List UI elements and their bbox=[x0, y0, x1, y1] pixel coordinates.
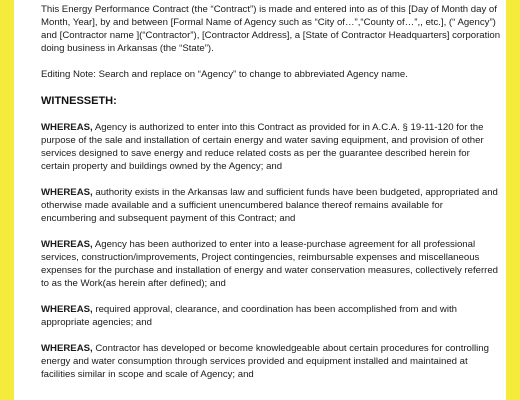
whereas-text: required approval, clearance, and coordination has been accomplished from and with appropriate agencies; and bbox=[41, 304, 457, 328]
whereas-label: WHEREAS, bbox=[41, 304, 93, 315]
whereas-label: WHEREAS, bbox=[41, 239, 93, 250]
intro-paragraph: This Energy Performance Contract (the “Contract”) is made and entered into as of this [Day of Month day of Month, Year], by and between [Formal Name of Agency such as “City of…”,“County of…”,, etc.], (“ Agency”) and [Contractor name ](“Contractor”), [Contractor Address], a [State of Contractor Headquarters] corporation doing business in Arkansas (the “State”). bbox=[41, 4, 501, 54]
whereas-text: authority exists in the Arkansas law and sufficient funds have been budgeted, appropriated and otherwise made available and a sufficient unencumbered balance thereof remains available for encumbering and subsequent payment of this Contract; and bbox=[41, 187, 498, 224]
editing-note: Editing Note: Search and replace on “Agency” to change to abbreviated Agency name. bbox=[41, 69, 408, 80]
document-page bbox=[14, 0, 506, 400]
whereas-clause bbox=[41, 342, 501, 381]
whereas-text: Agency is authorized to enter into this Contract as provided for in A.C.A. § 19-11-120 for the purpose of the sale and installation of certain energy and water saving equipment, and provision of other services designed to save energy and reduce related costs as per the guarantee described herein for certain property and buildings owned by the Agency; and bbox=[41, 122, 484, 172]
whereas-label: WHEREAS, bbox=[41, 122, 93, 133]
whereas-label: WHEREAS, bbox=[41, 187, 93, 198]
whereas-text: Agency has been authorized to enter into a lease-purchase agreement for all professional services, construction/improvements, Project contingencies, reimbursable expenses and miscellaneous expenses for the purchase and installation of energy and water conservation measures, collectively referred to as the Work(as herein after defined); and bbox=[41, 239, 499, 289]
whereas-clause bbox=[41, 186, 501, 225]
whereas-clause bbox=[41, 303, 501, 329]
whereas-clause bbox=[41, 238, 501, 290]
witnesseth-heading: WITNESSETH: bbox=[41, 95, 117, 107]
whereas-clause bbox=[41, 121, 501, 173]
whereas-label: WHEREAS, bbox=[41, 343, 93, 354]
whereas-text: Contractor has developed or become knowledgeable about certain procedures for controlling energy and water consumption through services provided and equipment installed and maintained at facilities similar in scope and scale of Agency; and bbox=[41, 343, 489, 380]
document-body bbox=[41, 3, 501, 394]
